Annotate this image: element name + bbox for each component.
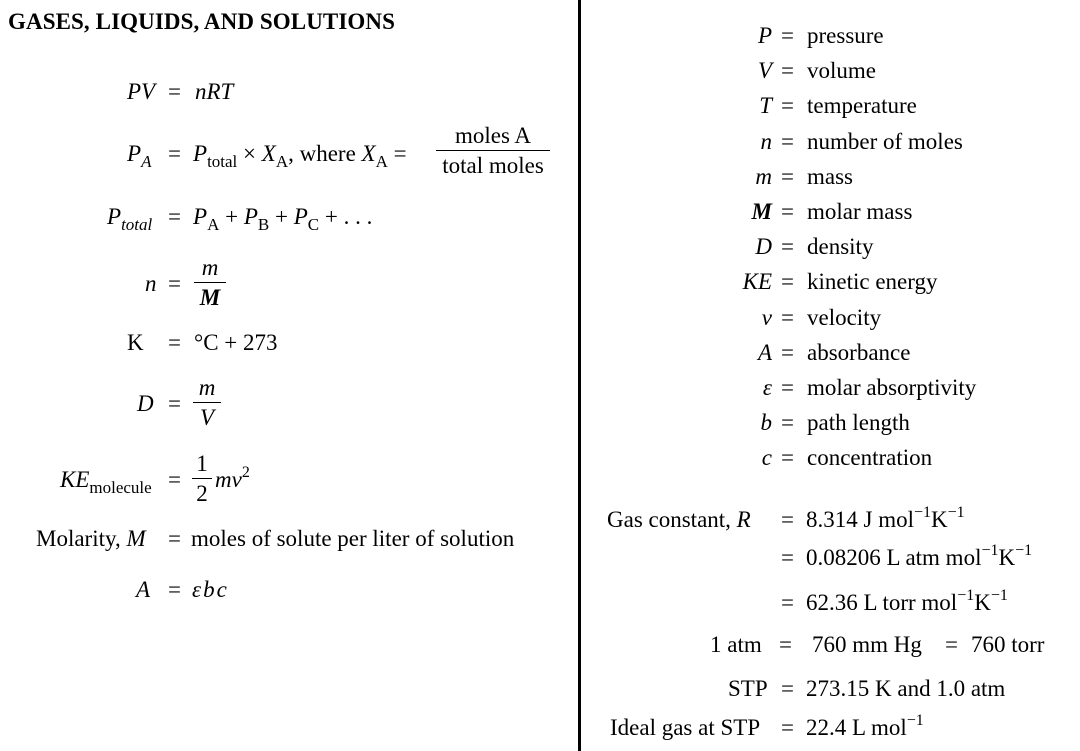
legend-definition: kinetic energy — [807, 269, 938, 295]
mole-fraction — [436, 124, 550, 177]
legend-definition: molar absorptivity — [807, 375, 977, 400]
legend-symbol: M — [751, 199, 772, 224]
fraction-numerator: moles A — [436, 124, 550, 151]
gas-constant-value-1: 8.314 J $mol^{-1}K^{-1}$ — [806, 504, 965, 532]
kelvin-rhs: °C + 273 — [194, 330, 278, 355]
equals-sign: = — [781, 93, 794, 119]
column-divider — [578, 0, 581, 751]
section-title: GASES, LIQUIDS, AND SOLUTIONS — [8, 9, 395, 34]
partial-pressure-lhs: $P_A$ — [127, 141, 152, 171]
equals-sign: = — [781, 23, 794, 48]
density-lhs: D — [137, 391, 154, 416]
total-pressure-rhs: $P_A + P_B + P_C$ + . . . — [193, 204, 373, 234]
equals-sign: = — [781, 375, 794, 400]
legend-symbol: V — [757, 58, 772, 84]
legend-symbol: n — [760, 128, 772, 154]
ideal-gas-lhs: PV — [127, 79, 156, 104]
legend-symbol: b — [760, 410, 772, 436]
where-text: , where — [288, 141, 356, 166]
equals-sign: = — [781, 676, 794, 701]
equals-sign: = — [945, 632, 958, 657]
equals-sign: = — [781, 269, 794, 295]
density-fraction: $\frac{m}{V}$ — [193, 376, 221, 429]
legend-definition: mass — [807, 163, 853, 189]
legend-symbol: KE — [742, 269, 772, 295]
equals-sign: = — [781, 304, 794, 330]
gas-constant-value-3: 62.36 L torr $mol^{-1}K^{-1}$ — [806, 587, 1008, 615]
equals-sign: = — [168, 526, 181, 551]
legend-symbol: P — [757, 23, 772, 48]
torr-value: 760 torr — [971, 632, 1045, 657]
legend-symbol: T — [759, 93, 772, 119]
stp-label: STP — [728, 676, 768, 701]
equals-sign: = — [168, 79, 181, 104]
atm-label: 1 atm — [710, 632, 762, 657]
equals-sign: = — [781, 715, 794, 740]
equals-sign: = — [168, 141, 181, 166]
equals-sign: = — [168, 204, 181, 229]
equals-sign: = — [781, 339, 794, 365]
gas-constant-label: Gas constant, R — [607, 507, 751, 532]
legend-definition: pressure — [807, 23, 884, 48]
equals-sign: = — [168, 330, 181, 355]
total-pressure-lhs: $P_{total}$ — [107, 204, 153, 234]
ideal-gas-label: Ideal gas at STP — [610, 715, 761, 740]
molarity-lhs: Molarity, M — [36, 526, 146, 551]
equals-sign: = — [781, 199, 794, 224]
legend-symbol: ε — [762, 375, 772, 400]
legend-definition: concentration — [807, 445, 933, 471]
moles-fraction: $\frac{m}{M}$ — [194, 256, 226, 309]
equals-sign: = — [781, 163, 794, 189]
equals-sign: = — [168, 391, 181, 416]
legend-definition: number of moles — [807, 128, 963, 154]
kinetic-lhs: $KE_{molecule}$ — [60, 467, 152, 497]
equals-sign: = — [781, 507, 794, 532]
kelvin-lhs: K — [127, 330, 144, 355]
equals-sign: = — [168, 577, 181, 602]
legend-definition: volume — [807, 58, 876, 84]
legend-symbol: m — [755, 163, 772, 189]
legend-symbol: v — [761, 304, 772, 330]
legend-definition: velocity — [807, 304, 882, 330]
equals-sign: = — [781, 58, 794, 84]
equals-sign: = — [781, 234, 794, 260]
mmhg-value: 760 mm Hg — [812, 632, 922, 657]
legend-definition: density — [807, 234, 874, 260]
moles-lhs: n — [145, 271, 157, 296]
legend-definition: absorbance — [807, 339, 911, 365]
partial-pressure-rhs: $P_{total} \times X_A$, where $X_A$ = — [193, 141, 407, 171]
stp-value: 273.15 K and 1.0 atm — [806, 676, 1006, 701]
half-fraction: $\frac{1}{2}$ — [192, 452, 212, 505]
legend-symbol: c — [761, 445, 772, 471]
ideal-gas-value: 22.4 L mol$^{-1}$ — [806, 712, 924, 740]
equals-sign: = — [781, 410, 794, 436]
kinetic-rhs: $mv^2$ — [215, 464, 250, 492]
equals-sign: = — [168, 467, 181, 492]
equals-sign: = — [781, 445, 794, 471]
legend-symbol: D — [755, 234, 772, 260]
equals-sign: = — [168, 271, 181, 296]
equals-sign: = — [779, 632, 792, 657]
equals-sign: = — [781, 590, 794, 615]
legend-definition: path length — [807, 410, 910, 436]
equals-sign: = — [781, 128, 794, 154]
legend-definition: temperature — [807, 93, 917, 119]
molarity-rhs: moles of solute per liter of solution — [191, 526, 515, 551]
legend-symbol: A — [757, 339, 772, 365]
beer-lhs: A — [136, 577, 151, 602]
equals-sign: = — [781, 545, 794, 570]
fraction-denominator: total moles — [442, 153, 544, 178]
gas-constant-value-2: 0.08206 L atm $mol^{-1}K^{-1}$ — [806, 542, 1033, 570]
beer-rhs: εbc — [192, 577, 229, 602]
legend-definition: molar mass — [807, 199, 913, 224]
ideal-gas-rhs: nRT — [195, 79, 234, 104]
